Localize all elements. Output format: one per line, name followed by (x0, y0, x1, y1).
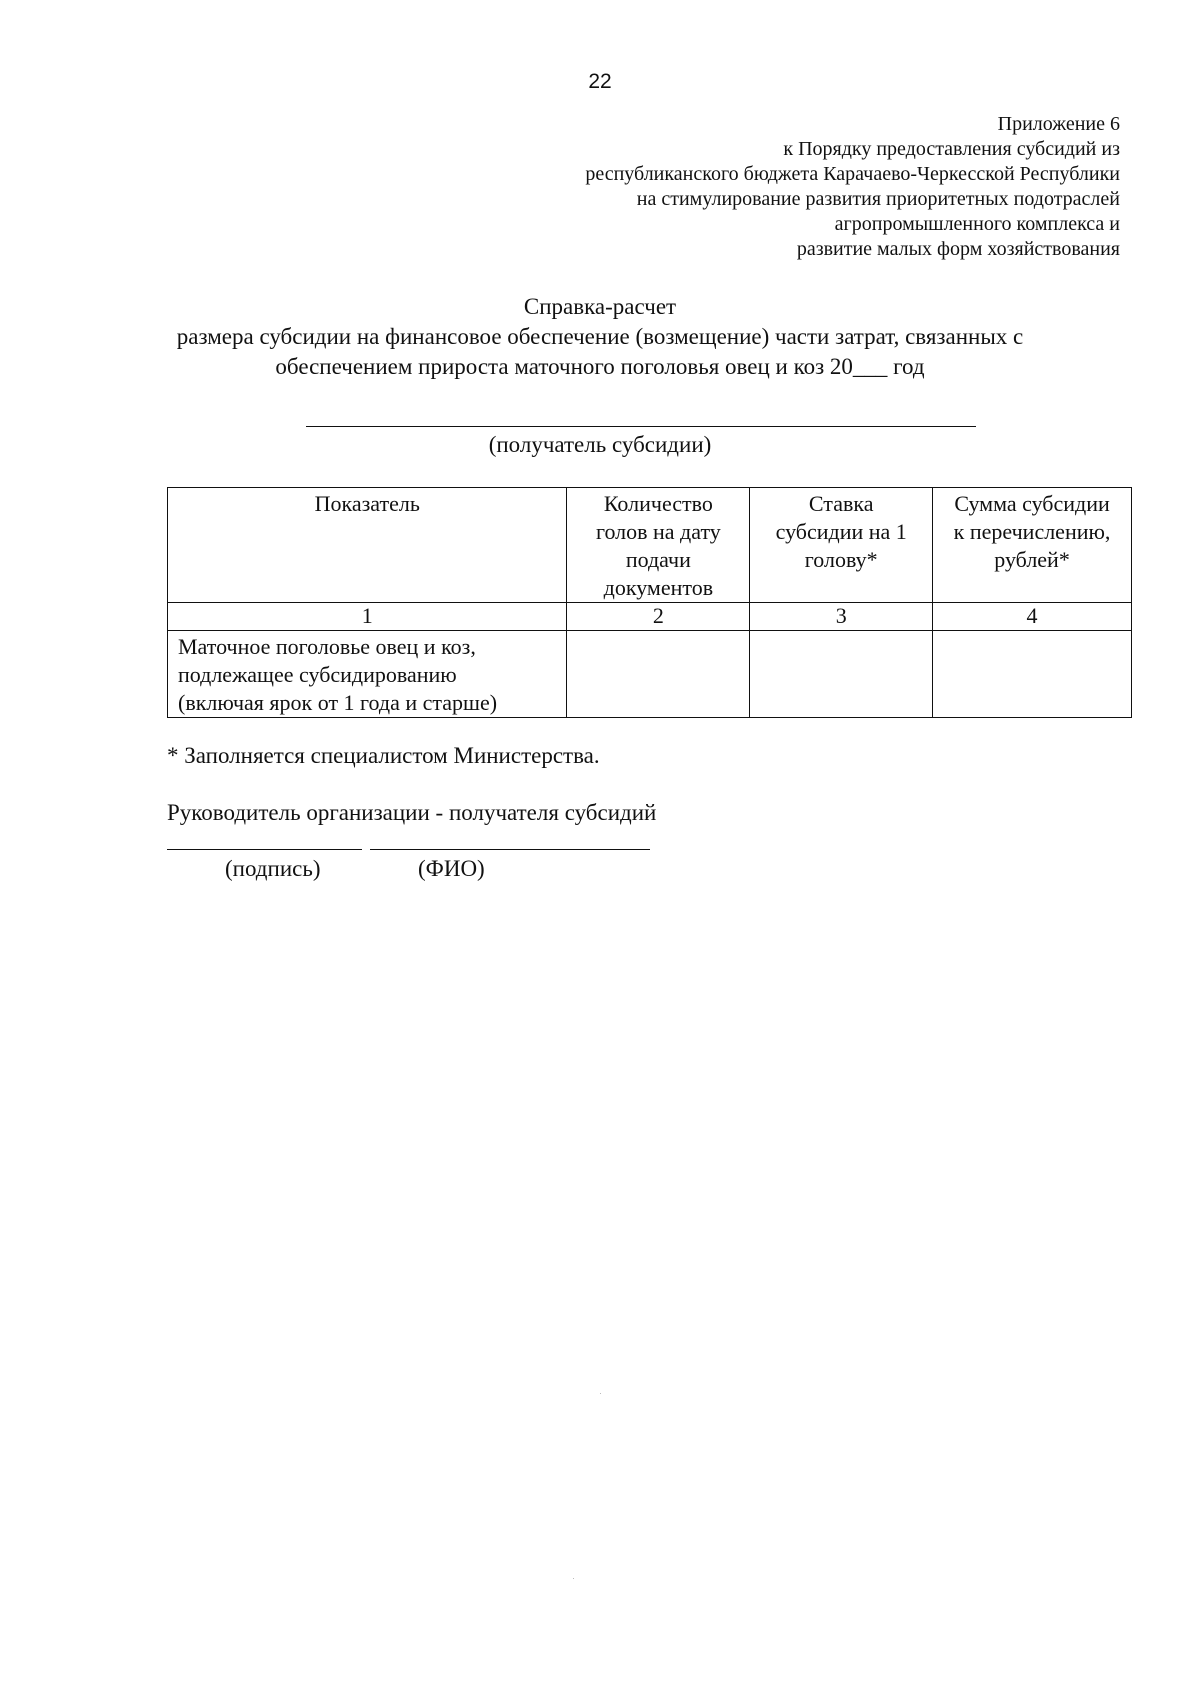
scan-speck (600, 1393, 601, 1394)
column-number: 1 (168, 603, 567, 631)
table-header-row (168, 488, 1132, 603)
header-text: подачи (625, 547, 691, 572)
page-number: 22 (588, 70, 612, 93)
header-text: документов (603, 575, 714, 600)
header-text: Сумма субсидии (954, 491, 1110, 516)
appendix-line: на стимулирование развития приоритетных подотраслей (636, 188, 1120, 210)
title-line: размера субсидии на финансовое обеспечение (возмещение) части затрат, связанных с (176, 324, 1024, 349)
header-text: субсидии на 1 (775, 519, 907, 544)
name-caption: (ФИО) (418, 856, 485, 881)
signature-blank-line (167, 849, 362, 850)
appendix-line: агропромышленного комплекса и (834, 213, 1120, 235)
header-cell-head-count (567, 488, 750, 603)
appendix-line: Приложение 6 (997, 113, 1120, 135)
footnote: * Заполняется специалистом Министерства. (167, 743, 600, 768)
row-label-line: Маточное поголовье овец и коз, (178, 634, 476, 659)
calculation-table (167, 487, 1132, 718)
recipient-caption: (получатель субсидии) (488, 432, 712, 457)
empty-cell-rate (750, 631, 933, 718)
row-label-cell (168, 631, 567, 718)
row-label-line: подлежащее субсидированию (178, 662, 457, 687)
header-cell-amount (933, 488, 1132, 603)
header-text: рублей* (994, 547, 1070, 572)
signatory-label: Руководитель организации - получателя субсидий (167, 800, 657, 825)
header-cell-rate (750, 488, 933, 603)
header-text: к перечислению, (953, 519, 1111, 544)
column-number: 3 (750, 603, 933, 631)
appendix-line: республиканского бюджета Карачаево-Черкесской Республики (585, 163, 1120, 185)
appendix-line: развитие малых форм хозяйствования (796, 238, 1120, 260)
empty-cell-head-count (567, 631, 750, 718)
appendix-line: к Порядку предоставления субсидий из (783, 138, 1120, 160)
title-line: обеспечением прироста маточного поголовья овец и коз 20___ год (275, 354, 925, 379)
header-text: Количество (603, 491, 713, 516)
column-number: 4 (933, 603, 1132, 631)
appendix-header (585, 112, 1120, 262)
column-number: 2 (567, 603, 750, 631)
header-text: Показатель (314, 491, 420, 516)
table-row (168, 631, 1132, 718)
header-cell-indicator (168, 488, 567, 603)
header-text: голов на дату (595, 519, 721, 544)
recipient-blank-line (306, 426, 976, 427)
column-number-row (168, 603, 1132, 631)
header-text: Ставка (808, 491, 874, 516)
signature-caption: (подпись) (225, 856, 321, 881)
document-title (0, 292, 1200, 382)
title-heading: Справка-расчет (523, 294, 677, 319)
row-label-line: (включая ярок от 1 года и старше) (178, 690, 498, 715)
empty-cell-amount (933, 631, 1132, 718)
header-text: голову* (804, 547, 878, 572)
scan-speck (573, 1578, 574, 1579)
name-blank-line (370, 849, 650, 850)
